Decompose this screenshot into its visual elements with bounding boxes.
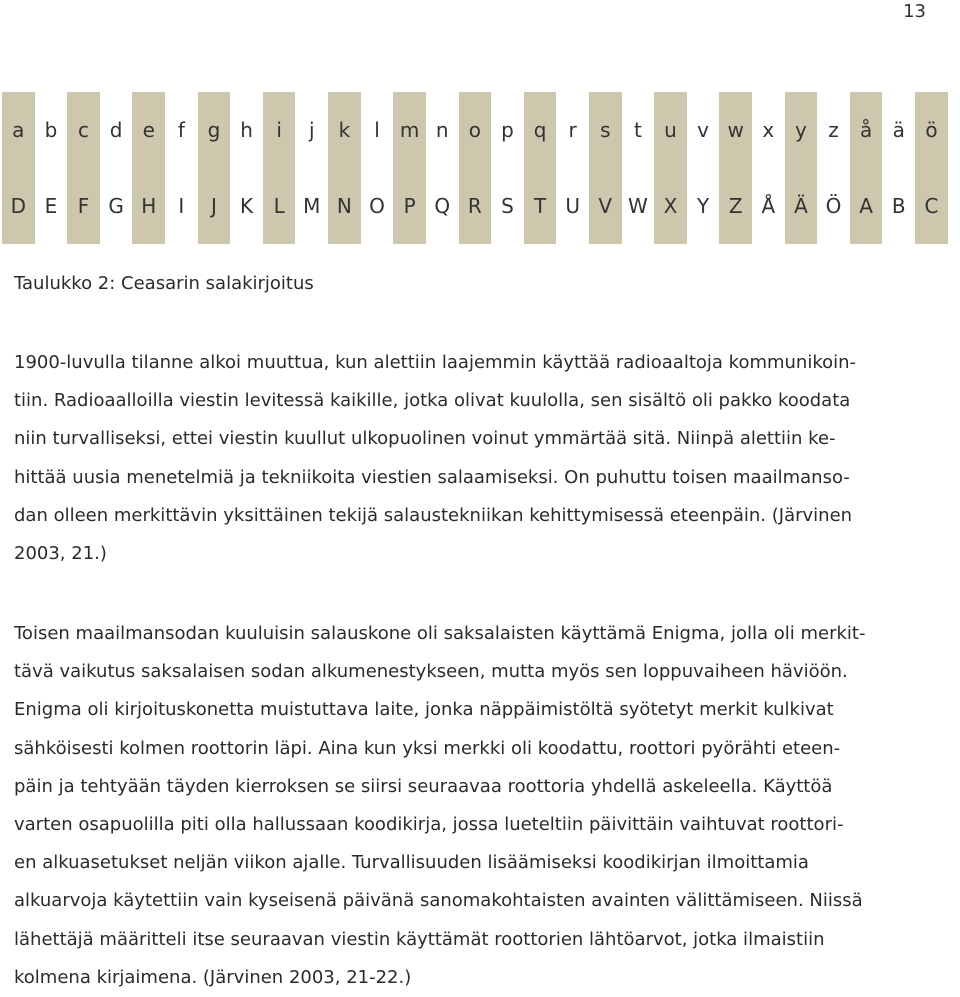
plain-letter-cell: z: [828, 118, 839, 142]
plain-letter-cell: u: [654, 92, 687, 168]
plain-letter-cell: j: [309, 118, 315, 142]
plain-letter-cell: c: [67, 92, 100, 168]
page-number: 13: [903, 1, 926, 22]
plain-letter-cell: x: [762, 118, 775, 142]
plain-letter-cell: q: [524, 92, 557, 168]
cipher-letter-cell: U: [565, 194, 580, 218]
text-line: kolmena kirjaimena. (Järvinen 2003, 21-22.): [14, 966, 412, 988]
cipher-letter-cell: J: [198, 168, 231, 244]
plain-letter-cell: ä: [892, 118, 905, 142]
cipher-letter-cell: Z: [719, 168, 752, 244]
paragraph-enigma: [14, 615, 944, 997]
cipher-letter-cell: G: [108, 194, 124, 218]
cipher-letter-cell: V: [589, 168, 622, 244]
text-line: varten osapuolilla piti olla hallussaan koodikirja, jossa lueteltiin päivittäin vaihtuvat roottori-: [14, 814, 844, 836]
plain-letter-cell: w: [719, 92, 752, 168]
cipher-letter-cell: Q: [434, 194, 451, 218]
cipher-letter-cell: S: [501, 194, 514, 218]
cipher-letter-cell: I: [178, 194, 185, 218]
cipher-letter-cell: O: [369, 194, 385, 218]
cipher-letter-cell: R: [459, 168, 492, 244]
text-line: en alkuasetukset neljän viikon ajalle. Turvallisuuden lisäämiseksi koodikirjan ilmoittamia: [14, 852, 809, 874]
cipher-letter-cell: B: [891, 194, 906, 218]
text-line: Toisen maailmansodan kuuluisin salauskone oli saksalaisten käyttämä Enigma, jolla oli merkit-: [14, 623, 866, 644]
cipher-letter-cell: T: [524, 168, 557, 244]
plain-letter-cell: i: [263, 92, 296, 168]
plain-letter-cell: g: [198, 92, 231, 168]
text-line: alkuarvoja käytettiin vain kyseisenä päivänä sanomakohtaisten avainten välittämiseen. Niissä: [14, 890, 863, 912]
text-line: Enigma oli kirjoituskonetta muistuttava laite, jonka näppäimistöltä syötetyt merkit kulkivat: [14, 699, 834, 721]
cipher-letter-cell: L: [263, 168, 296, 244]
plain-letter-cell: f: [177, 118, 185, 142]
text-line: lähettäjä määritteli itse seuraavan viestin käyttämät roottorien lähtöarvot, jotka ilmaistiin: [14, 928, 825, 950]
plain-letter-cell: e: [132, 92, 165, 168]
text-line: dan olleen merkittävin yksittäinen tekijä salaustekniikan kehittymisessä eteenpäin. (Järvinen: [14, 504, 853, 526]
text-line: 1900-luvulla tilanne alkoi muuttua, kun alettiin laajemmin käyttää radioaaltoja kommunikoin-: [14, 352, 857, 373]
cipher-letter-cell: K: [240, 194, 254, 218]
paragraph-radio-era: [14, 344, 944, 573]
plain-letter-cell: m: [393, 92, 426, 168]
text-line: sähköisesti kolmen roottorin läpi. Aina kun yksi merkki oli koodattu, roottori pyörähti eteen-: [14, 737, 841, 759]
text-line: 2003, 21.): [14, 543, 107, 565]
plain-letter-cell: b: [44, 118, 58, 142]
plain-letter-cell: ö: [915, 92, 948, 168]
plain-letter-cell: å: [850, 92, 883, 168]
cipher-letter-cell: C: [915, 168, 948, 244]
plain-letter-cell: r: [568, 118, 577, 142]
text-line: hittää uusia menetelmiä ja tekniikoita viestien salaamiseksi. On puhuttu toisen maailmanso-: [14, 466, 850, 488]
plain-letter-cell: n: [435, 118, 449, 142]
text-line: niin turvalliseksi, ettei viestin kuullut ulkopuolinen voinut ymmärtää sitä. Niinpä alettiin ke-: [14, 428, 836, 450]
text-line: tävä vaikutus saksalaisen sodan alkumenestykseen, mutta myös sen loppuvaiheen häviöön.: [14, 661, 848, 683]
text-line: päin ja tehtyään täyden kierroksen se siirsi seuraavaa roottoria yhdellä askeleella. Käyttöä: [14, 775, 833, 797]
caesar-cipher-table: [2, 92, 948, 244]
cipher-letter-cell: W: [627, 194, 648, 218]
cipher-letter-cell: Ä: [785, 168, 818, 244]
text-line: tiin. Radioaalloilla viestin levitessä kaikille, jotka olivat kuulolla, sen sisältö oli pakko koodata: [14, 390, 851, 412]
cipher-letter-cell: Ö: [825, 194, 842, 218]
plain-letter-cell: h: [240, 118, 253, 142]
cipher-letter-cell: A: [850, 168, 883, 244]
cipher-alphabet-row: [2, 168, 948, 244]
cipher-letter-cell: H: [132, 168, 165, 244]
plain-letter-cell: d: [109, 118, 123, 142]
cipher-letter-cell: X: [654, 168, 687, 244]
cipher-letter-cell: Y: [696, 194, 710, 218]
cipher-letter-cell: P: [393, 168, 426, 244]
plain-alphabet-row: [2, 92, 948, 168]
plain-letter-cell: o: [459, 92, 492, 168]
plain-letter-cell: t: [633, 118, 642, 142]
cipher-letter-cell: F: [67, 168, 100, 244]
plain-letter-cell: v: [697, 118, 710, 142]
table-caption: Taulukko 2: Ceasarin salakirjoitus: [14, 273, 314, 294]
plain-letter-cell: y: [785, 92, 818, 168]
plain-letter-cell: l: [374, 118, 380, 142]
plain-letter-cell: a: [2, 92, 35, 168]
cipher-letter-cell: M: [303, 194, 321, 218]
plain-letter-cell: p: [501, 118, 514, 142]
cipher-letter-cell: D: [2, 168, 35, 244]
cipher-letter-cell: E: [44, 194, 58, 218]
plain-letter-cell: k: [328, 92, 361, 168]
plain-letter-cell: s: [589, 92, 622, 168]
cipher-letter-cell: N: [328, 168, 361, 244]
cipher-letter-cell: Å: [761, 194, 776, 218]
